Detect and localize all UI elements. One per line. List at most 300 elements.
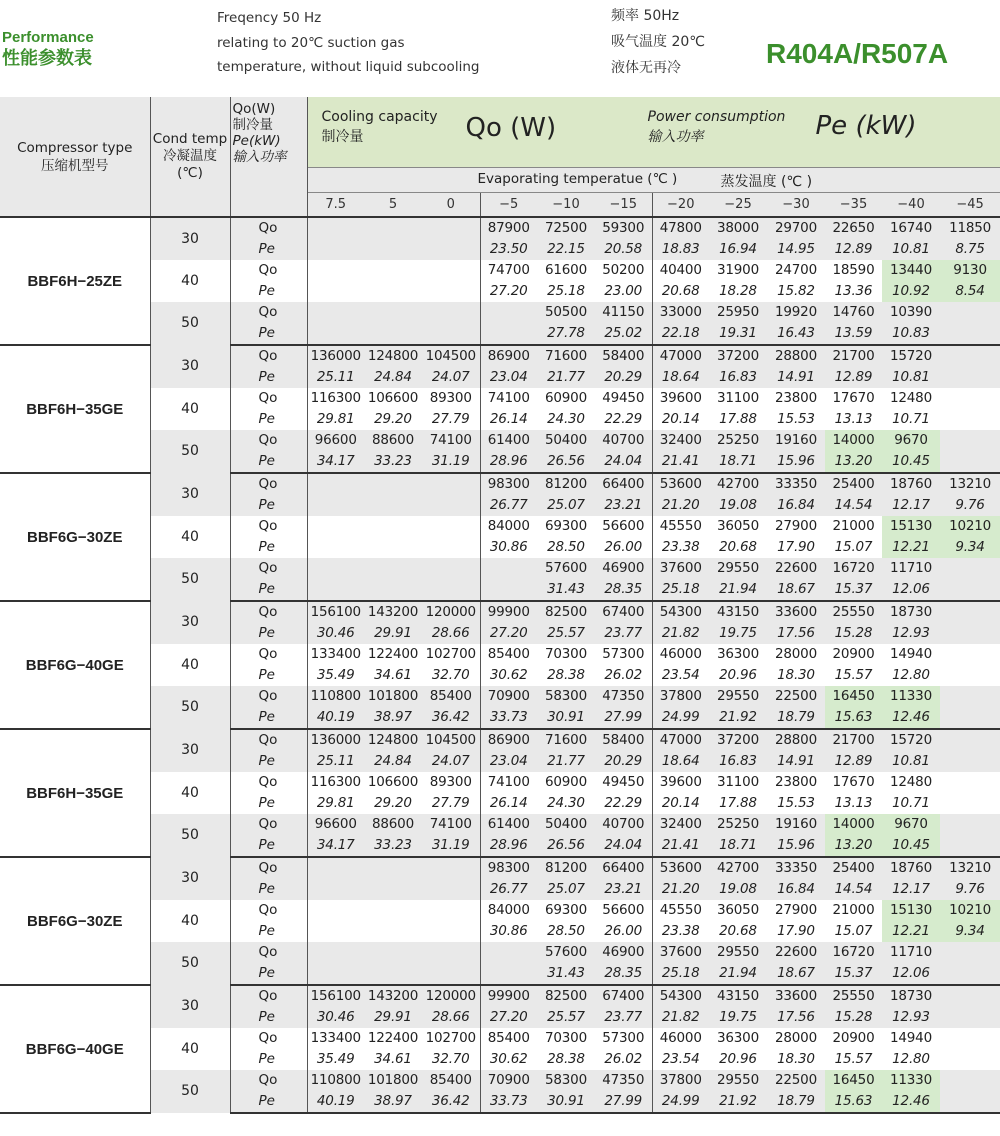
qo-value-cell xyxy=(364,260,422,281)
pe-value-cell: 16.94 xyxy=(709,239,767,260)
pe-value-cell: 28.66 xyxy=(422,623,480,644)
qo-big-title: Qo (W) xyxy=(465,113,557,143)
qo-value-cell: 32400 xyxy=(652,814,709,835)
qo-value-cell: 116300 xyxy=(310,774,361,790)
qo-row-label: Qo xyxy=(230,1070,307,1091)
qo-value-cell xyxy=(307,260,364,281)
pe-value-cell xyxy=(940,1091,1000,1113)
pe-value-cell: 29.81 xyxy=(316,411,355,427)
pe-value-cell: 40.19 xyxy=(307,707,364,729)
pe-value-cell xyxy=(307,323,364,345)
brand-block xyxy=(2,30,94,70)
pe-value-cell: 21.92 xyxy=(709,707,767,729)
qo-value-cell: 15720 xyxy=(882,345,940,367)
pe-value-cell: 24.04 xyxy=(595,451,652,473)
pe-value-cell: 29.91 xyxy=(364,623,422,644)
table-row xyxy=(0,516,1000,537)
qo-row-label: Qo xyxy=(230,985,307,1007)
table-row xyxy=(0,302,1000,323)
qo-value-cell: 38000 xyxy=(709,217,767,239)
qo-row-label: Qo xyxy=(230,814,307,835)
pe-value-cell xyxy=(307,579,364,601)
qo-value-cell xyxy=(307,558,364,579)
qo-value-cell: 25400 xyxy=(825,857,882,879)
pe-value-cell: 12.89 xyxy=(825,367,882,388)
pe-value-cell xyxy=(422,281,480,302)
pe-row-label: Pe xyxy=(230,323,307,345)
qo-value-cell xyxy=(307,516,364,537)
pe-value-cell: 15.63 xyxy=(825,1091,882,1113)
pe-value-cell: 23.38 xyxy=(652,537,709,558)
qo-value-cell: 133400 xyxy=(310,1030,361,1046)
qo-value-cell: 50500 xyxy=(537,302,595,323)
qo-value-cell xyxy=(307,302,364,323)
qo-value-cell xyxy=(940,430,1000,451)
pe-value-cell: 22.18 xyxy=(652,323,709,345)
evap-temp-header xyxy=(307,168,1000,193)
qo-value-cell: 17670 xyxy=(832,390,875,406)
pe-value-cell xyxy=(364,921,422,942)
qo-value-cell: 29550 xyxy=(709,558,767,579)
pe-value-cell: 26.14 xyxy=(480,793,537,814)
qo-value-cell: 15720 xyxy=(882,729,940,751)
condition-frequency-en: Freqency 50 Hz xyxy=(217,10,322,26)
cond-temp-value: 30 xyxy=(150,857,230,900)
pe-value-cell: 25.57 xyxy=(537,1007,595,1028)
qo-value-cell: 72500 xyxy=(537,217,595,239)
pe-value-cell: 24.30 xyxy=(547,795,585,811)
table-header xyxy=(0,97,1000,217)
qo-value-cell: 116300 xyxy=(310,390,361,406)
qo-value-cell: 67400 xyxy=(595,601,652,623)
table-row xyxy=(0,1070,1000,1091)
qo-value-cell: 16450 xyxy=(825,1070,882,1091)
pe-value-cell xyxy=(480,963,537,985)
pe-value-cell xyxy=(940,367,1000,388)
qo-value-cell xyxy=(940,772,1000,793)
pe-value-cell: 21.82 xyxy=(652,1007,709,1028)
table-row xyxy=(0,729,1000,751)
pe-value-cell: 30.91 xyxy=(537,1091,595,1113)
pe-value-cell: 27.99 xyxy=(595,1091,652,1113)
compressor-model: BBF6H−35GE xyxy=(0,345,150,473)
pe-value-cell: 31.19 xyxy=(422,835,480,857)
pe-value-cell xyxy=(940,793,1000,814)
pe-value-cell: 29.91 xyxy=(364,1007,422,1028)
qo-value-cell: 13210 xyxy=(940,473,1000,495)
qo-value-cell: 10210 xyxy=(940,900,1000,921)
pe-value-cell: 13.13 xyxy=(834,795,873,811)
qo-value-cell: 74100 xyxy=(422,430,480,451)
qo-value-cell: 88600 xyxy=(364,814,422,835)
qo-value-cell: 21000 xyxy=(832,902,875,918)
qo-value-cell: 156100 xyxy=(307,601,364,623)
pe-value-cell: 18.83 xyxy=(652,239,709,260)
qo-value-cell xyxy=(480,558,537,579)
pe-value-cell: 17.88 xyxy=(719,411,757,427)
qo-value-cell: 25550 xyxy=(825,985,882,1007)
pe-value-cell xyxy=(940,1007,1000,1028)
qo-value-cell: 18590 xyxy=(832,262,875,278)
qo-value-cell: 9130 xyxy=(940,260,1000,281)
cooling-capacity-en: Cooling capacity xyxy=(321,109,438,125)
qo-value-cell: 42700 xyxy=(709,857,767,879)
pe-value-cell: 12.93 xyxy=(882,1007,940,1028)
table-row xyxy=(0,814,1000,835)
qo-value-cell: 143200 xyxy=(364,985,422,1007)
cond-temp-value: 40 xyxy=(150,516,230,558)
pe-value-cell: 27.20 xyxy=(480,281,537,302)
qo-value-cell: 61600 xyxy=(545,262,587,278)
pe-value-cell: 15.53 xyxy=(777,795,815,811)
pe-value-cell: 34.17 xyxy=(307,835,364,857)
qo-value-cell: 11330 xyxy=(882,1070,940,1091)
pe-value-cell: 23.50 xyxy=(480,239,537,260)
pe-value-cell: 34.61 xyxy=(374,667,412,683)
evap-temp-col-header: 7.5 xyxy=(307,193,364,218)
pe-value-cell xyxy=(940,623,1000,644)
qo-value-cell: 23800 xyxy=(775,774,817,790)
pe-value-cell: 20.29 xyxy=(595,367,652,388)
pe-value-cell: 13.13 xyxy=(834,411,873,427)
qo-value-cell xyxy=(364,900,422,921)
qo-value-cell: 31100 xyxy=(717,390,759,406)
qo-value-cell: 58300 xyxy=(537,1070,595,1091)
pe-value-cell: 25.07 xyxy=(537,495,595,516)
pe-row-label: Pe xyxy=(230,367,307,388)
qo-value-cell xyxy=(940,1070,1000,1091)
pe-value-cell: 17.56 xyxy=(767,1007,825,1028)
pe-value-cell: 26.56 xyxy=(537,835,595,857)
pe-value-cell: 15.82 xyxy=(777,283,815,299)
qo-value-cell: 104500 xyxy=(422,729,480,751)
pe-value-cell: 12.46 xyxy=(882,707,940,729)
pe-value-cell xyxy=(940,1049,1000,1070)
qo-value-cell xyxy=(940,686,1000,707)
pe-value-cell: 15.63 xyxy=(825,707,882,729)
qo-value-cell: 21700 xyxy=(825,729,882,751)
pe-value-cell: 19.75 xyxy=(709,1007,767,1028)
pe-value-cell: 12.06 xyxy=(882,963,940,985)
qo-value-cell: 27900 xyxy=(775,902,817,918)
cond-temp-value: 30 xyxy=(150,473,230,516)
qo-value-cell: 39600 xyxy=(652,388,709,409)
pe-value-cell: 23.54 xyxy=(652,665,709,686)
table-row xyxy=(0,772,1000,793)
qo-value-cell: 101800 xyxy=(364,1070,422,1091)
pe-value-cell xyxy=(307,963,364,985)
pe-value-cell: 36.42 xyxy=(422,1091,480,1113)
pe-row-label: Pe xyxy=(230,835,307,857)
pe-value-cell: 26.00 xyxy=(604,539,643,555)
qo-value-cell: 25250 xyxy=(709,430,767,451)
pe-value-cell: 33.73 xyxy=(480,1091,537,1113)
pe-row-label: Pe xyxy=(230,879,307,900)
qo-value-cell: 25950 xyxy=(709,302,767,323)
pe-value-cell: 15.37 xyxy=(825,579,882,601)
qo-value-cell: 120000 xyxy=(422,601,480,623)
pe-value-cell: 38.97 xyxy=(364,707,422,729)
qo-row-label: Qo xyxy=(230,772,307,793)
pe-value-cell: 9.76 xyxy=(940,495,1000,516)
pe-value-cell: 35.49 xyxy=(316,1051,355,1067)
pe-value-cell: 18.30 xyxy=(777,1051,815,1067)
qo-value-cell xyxy=(364,516,422,537)
cond-temp-value: 50 xyxy=(150,942,230,985)
pe-value-cell: 16.84 xyxy=(767,879,825,900)
qo-value-cell: 14000 xyxy=(825,814,882,835)
condition-suction-en: relating to 20℃ suction gas xyxy=(217,34,405,51)
pe-row-label: Pe xyxy=(230,1049,307,1070)
pe-value-cell: 9.34 xyxy=(940,537,1000,558)
pe-value-cell xyxy=(422,495,480,516)
qo-value-cell: 71600 xyxy=(537,729,595,751)
pe-value-cell: 21.20 xyxy=(652,879,709,900)
qo-value-cell: 54300 xyxy=(652,985,709,1007)
pe-value-cell: 13.20 xyxy=(825,451,882,473)
pe-value-cell: 26.56 xyxy=(537,451,595,473)
evap-temp-col-header: −10 xyxy=(537,193,595,218)
pe-row-label: Pe xyxy=(230,751,307,772)
pe-row-label: Pe xyxy=(230,793,307,814)
qo-row-label: Qo xyxy=(230,601,307,623)
pe-cn-label: 输入功率 xyxy=(232,149,287,165)
pe-value-cell: 18.79 xyxy=(767,1091,825,1113)
pe-value-cell: 18.79 xyxy=(767,707,825,729)
pe-value-cell: 14.95 xyxy=(767,239,825,260)
qo-value-cell: 88600 xyxy=(364,430,422,451)
pe-row-label: Pe xyxy=(230,281,307,302)
qo-value-cell: 36050 xyxy=(717,518,759,534)
pe-value-cell: 33.23 xyxy=(364,451,422,473)
pe-value-cell: 30.62 xyxy=(480,665,537,686)
pe-value-cell: 17.88 xyxy=(719,795,757,811)
pe-row-label: Pe xyxy=(230,239,307,260)
qo-value-cell: 33600 xyxy=(767,601,825,623)
cond-temp-value: 50 xyxy=(150,1070,230,1113)
pe-value-cell: 12.21 xyxy=(882,921,940,942)
qo-value-cell: 143200 xyxy=(364,601,422,623)
qo-value-cell: 37800 xyxy=(652,1070,709,1091)
compressor-type-cn: 压缩机型号 xyxy=(41,157,109,174)
qo-row-label: Qo xyxy=(230,558,307,579)
conditions-en xyxy=(217,6,479,80)
pe-value-cell: 26.02 xyxy=(604,667,643,683)
pe-value-cell: 14.91 xyxy=(767,367,825,388)
qo-value-cell: 74100 xyxy=(480,388,537,409)
pe-value-cell: 22.29 xyxy=(604,795,643,811)
qo-value-cell: 46900 xyxy=(595,942,652,963)
pe-value-cell: 28.96 xyxy=(480,451,537,473)
pe-value-cell xyxy=(364,495,422,516)
pe-value-cell: 16.43 xyxy=(767,323,825,345)
qo-value-cell: 56600 xyxy=(602,902,645,918)
pe-value-cell: 23.00 xyxy=(604,283,643,299)
pe-value-cell: 19.31 xyxy=(709,323,767,345)
pe-value-cell xyxy=(307,537,364,558)
qo-value-cell: 89300 xyxy=(429,774,472,790)
pe-row-label: Pe xyxy=(230,409,307,430)
pe-value-cell: 28.96 xyxy=(480,835,537,857)
qo-value-cell: 46900 xyxy=(595,558,652,579)
qo-value-cell xyxy=(940,388,1000,409)
pe-value-cell xyxy=(364,537,422,558)
qo-row-label: Qo xyxy=(230,729,307,751)
qo-value-cell: 36300 xyxy=(717,646,759,662)
pe-value-cell xyxy=(422,239,480,260)
pe-value-cell: 14.54 xyxy=(825,879,882,900)
qo-value-cell: 57300 xyxy=(602,1030,645,1046)
qo-value-cell: 22500 xyxy=(767,1070,825,1091)
qo-row-label: Qo xyxy=(230,345,307,367)
pe-value-cell: 25.11 xyxy=(307,367,364,388)
qo-row-label: Qo xyxy=(230,516,307,537)
pe-value-cell: 16.83 xyxy=(709,367,767,388)
qo-value-cell: 16450 xyxy=(825,686,882,707)
qo-value-cell: 49450 xyxy=(602,774,645,790)
pe-value-cell: 27.79 xyxy=(431,795,470,811)
pe-value-cell: 20.68 xyxy=(719,539,757,555)
pe-value-cell: 36.42 xyxy=(422,707,480,729)
pe-value-cell: 15.28 xyxy=(825,1007,882,1028)
table-row xyxy=(0,430,1000,451)
qo-value-cell xyxy=(422,473,480,495)
table-row xyxy=(0,942,1000,963)
qo-value-cell: 28800 xyxy=(767,345,825,367)
qo-value-cell: 70300 xyxy=(545,1030,587,1046)
pe-value-cell: 30.91 xyxy=(537,707,595,729)
evap-temp-col-header: −45 xyxy=(940,193,1000,218)
pe-value-cell: 29.81 xyxy=(316,795,355,811)
pe-value-cell: 31.43 xyxy=(537,963,595,985)
pe-value-cell: 20.68 xyxy=(652,281,709,302)
qo-value-cell: 136000 xyxy=(307,345,364,367)
qo-value-cell xyxy=(480,942,537,963)
pe-value-cell xyxy=(364,239,422,260)
pe-value-cell xyxy=(307,495,364,516)
pe-value-cell: 13.36 xyxy=(834,283,873,299)
qo-value-cell xyxy=(940,985,1000,1007)
qo-value-cell: 29700 xyxy=(767,217,825,239)
pe-value-cell xyxy=(422,879,480,900)
qo-value-cell: 47350 xyxy=(595,1070,652,1091)
qo-value-cell xyxy=(364,942,422,963)
pe-row-label: Pe xyxy=(230,451,307,473)
qo-value-cell: 74100 xyxy=(422,814,480,835)
evap-temp-col-header: −15 xyxy=(595,193,652,218)
qo-value-cell: 49450 xyxy=(602,390,645,406)
qo-value-cell: 14940 xyxy=(890,646,932,662)
pe-value-cell: 20.29 xyxy=(595,751,652,772)
cooling-capacity-cn: 制冷量 xyxy=(321,129,364,145)
compressor-model: BBF6G−30ZE xyxy=(0,473,150,601)
pe-value-cell: 30.46 xyxy=(307,1007,364,1028)
table-row xyxy=(0,857,1000,879)
qo-value-cell: 110800 xyxy=(307,686,364,707)
cond-temp-value: 40 xyxy=(150,900,230,942)
pe-value-cell: 24.07 xyxy=(422,751,480,772)
pe-value-cell: 23.21 xyxy=(595,495,652,516)
pe-value-cell: 17.56 xyxy=(767,623,825,644)
pe-value-cell: 20.68 xyxy=(719,923,757,939)
capacity-title-cell xyxy=(307,97,1000,168)
pe-value-cell: 24.30 xyxy=(547,411,585,427)
qo-value-cell: 22500 xyxy=(767,686,825,707)
pe-value-cell xyxy=(422,963,480,985)
pe-value-cell: 19.08 xyxy=(709,879,767,900)
pe-value-cell: 25.07 xyxy=(537,879,595,900)
qo-value-cell xyxy=(480,302,537,323)
pe-value-cell xyxy=(364,879,422,900)
qo-value-cell: 13440 xyxy=(882,260,940,281)
qo-row-label: Qo xyxy=(230,1028,307,1049)
pe-value-cell: 15.96 xyxy=(767,451,825,473)
qo-value-cell: 36300 xyxy=(717,1030,759,1046)
cond-temp-value: 30 xyxy=(150,985,230,1028)
pe-value-cell: 21.20 xyxy=(652,495,709,516)
pe-value-cell: 26.02 xyxy=(604,1051,643,1067)
qo-value-cell: 81200 xyxy=(537,473,595,495)
table-row xyxy=(0,985,1000,1007)
qo-value-cell: 13210 xyxy=(940,857,1000,879)
pe-value-cell: 28.38 xyxy=(547,1051,585,1067)
pe-value-cell: 18.64 xyxy=(652,751,709,772)
cond-temp-value: 50 xyxy=(150,430,230,473)
pe-value-cell: 18.71 xyxy=(709,835,767,857)
qo-value-cell: 58300 xyxy=(537,686,595,707)
qo-value-cell: 124800 xyxy=(364,729,422,751)
evap-temp-col-header: −20 xyxy=(652,193,709,218)
pe-value-cell: 30.86 xyxy=(480,537,537,558)
pe-row-label: Pe xyxy=(230,1007,307,1028)
qo-value-cell: 99900 xyxy=(480,601,537,623)
qo-value-cell: 47000 xyxy=(652,345,709,367)
qo-value-cell: 46000 xyxy=(652,1028,709,1049)
qo-value-cell xyxy=(940,729,1000,751)
pe-value-cell: 32.70 xyxy=(431,1051,470,1067)
pe-value-cell: 21.94 xyxy=(709,579,767,601)
pe-row-label: Pe xyxy=(230,579,307,601)
pe-value-cell: 34.61 xyxy=(374,1051,412,1067)
pe-value-cell xyxy=(940,707,1000,729)
brand-title-en: Performance xyxy=(2,29,94,46)
pe-value-cell: 18.67 xyxy=(767,579,825,601)
qo-value-cell xyxy=(364,217,422,239)
qo-value-cell: 122400 xyxy=(367,1030,419,1046)
evap-temp-col-header: −40 xyxy=(882,193,940,218)
qo-row-label: Qo xyxy=(230,900,307,921)
qo-value-cell: 56600 xyxy=(602,518,645,534)
qo-value-cell: 25250 xyxy=(709,814,767,835)
cond-temp-value: 50 xyxy=(150,814,230,857)
pe-value-cell: 22.29 xyxy=(604,411,643,427)
cond-temp-value: 50 xyxy=(150,558,230,601)
pe-value-cell: 10.81 xyxy=(882,751,940,772)
pe-value-cell: 21.77 xyxy=(537,751,595,772)
qo-value-cell: 20900 xyxy=(832,646,875,662)
pe-value-cell: 30.86 xyxy=(480,921,537,942)
qo-value-cell xyxy=(364,558,422,579)
table-row xyxy=(0,601,1000,623)
qo-value-cell: 25550 xyxy=(825,601,882,623)
qo-value-cell: 45550 xyxy=(652,900,709,921)
compressor-type-en: Compressor type xyxy=(17,139,133,156)
pe-value-cell: 21.77 xyxy=(537,367,595,388)
pe-value-cell xyxy=(364,579,422,601)
qo-value-cell: 14940 xyxy=(890,1030,932,1046)
pe-big-title: Pe (kW) xyxy=(815,111,917,141)
qo-value-cell: 120000 xyxy=(422,985,480,1007)
